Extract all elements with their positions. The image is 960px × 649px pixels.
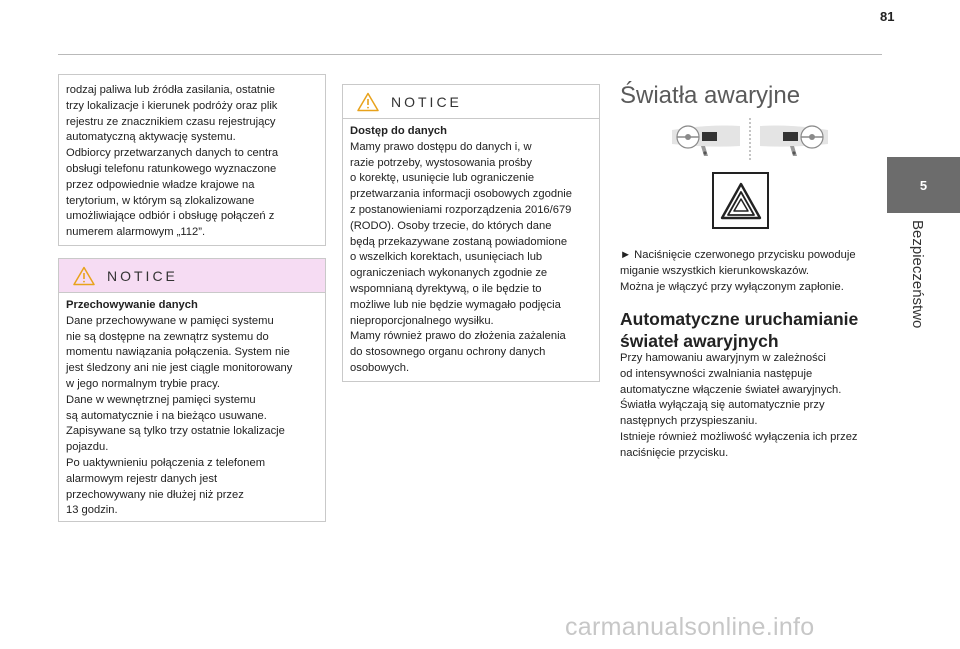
- chapter-number: 5: [919, 177, 928, 193]
- dashboard-location-illustration: [670, 116, 830, 164]
- hazard-button-illustration: [712, 172, 769, 229]
- header-divider: [58, 54, 882, 55]
- notice-header: [343, 85, 599, 119]
- page-number: 81: [880, 9, 895, 24]
- warning-triangle-icon: [357, 92, 379, 112]
- section-title: Światła awaryjne: [620, 82, 801, 109]
- section-subtitle: Automatyczne uruchamianie świateł awaryjnych: [620, 309, 859, 351]
- notice-body-text: Dane przechowywane w pamięci systemu nie są dostępne na zewnątrz systemu do momentu nawiązania połączenia. System nie jest śledzony ani nie jest ciągle monitorowany w jego normalnym trybie pracy. Dane w wewnętrznej pamięci systemu są automatycznie i na bieżąco usuwane. Zapisywane są tylko trzy ostatnie lokalizacje pojazdu. Po uaktywnieniu połączenia z telefonem alarmowym rejestr danych jest przechowywany nie dłużej niż przez 13 godzin.: [66, 314, 293, 517]
- notice-header: [59, 259, 325, 293]
- notice-title: NOTICE: [391, 93, 462, 110]
- warning-triangle-icon: [73, 266, 95, 286]
- auto-hazard-description: Przy hamowaniu awaryjnym w zależności od intensywności zwalniania następuje automatyczne włączenie świateł awaryjnych. Światła wyłączają się automatycznie przy następnych przyspieszaniu. Istnieje również możliwość wyłączenia ich przez naciśnięcie przycisku.: [620, 352, 858, 459]
- chapter-tab[interactable]: [887, 157, 960, 213]
- notice-heading: Dostęp do danych: [350, 125, 447, 137]
- notice-title: NOTICE: [107, 267, 178, 284]
- notice-box-data-access: [342, 84, 600, 382]
- intro-text: rodzaj paliwa lub źródła zasilania, ostatnie trzy lokalizacje i kierunek podróży oraz plik rejestru ze znacznikiem czasu rejestrujący automatyczną aktywację systemu. Odbiorcy przetwarzanych danych to centra obsługi telefonu ratunkowego wyznaczone przez odpowiednie władze krajowe na terytorium, w którym są zlokalizowane umożliwiające odbiór i obsługę połączeń z numerem alarmowym „112”.: [66, 84, 279, 239]
- hazard-instruction: ► Naciśnięcie czerwonego przycisku powoduje miganie wszystkich kierunkowskazów. Można je włączyć przy wyłączonym zapłonie.: [620, 249, 856, 293]
- notice-box-data-storage: [58, 258, 326, 522]
- watermark: carmanualsonline.info: [565, 613, 815, 641]
- notice-heading: Przechowywanie danych: [66, 299, 198, 311]
- hazard-warning-icon: [719, 181, 763, 221]
- intro-text-box: [58, 74, 326, 246]
- notice-body-text: Mamy prawo dostępu do danych i, w razie potrzeby, wystosowania prośby o korektę, usunięcie lub ograniczenie przetwarzania informacji osobowych zgodnie z postanowieniami rozporządzenia 2016/679 (RODO). Osoby trzecie, do których dane będą przekazywane zostaną powiadomione o wszelkich korektach, usunięciach lub ograniczeniach wykonanych zgodnie ze wspomnianą dyrektywą, o ile będzie to możliwe lub nie będzie wymagało podjęcia nieproporcjonalnego wysiłku. Mamy również prawo do złożenia zażalenia do stosownego organu ochrony danych osobowych.: [350, 140, 572, 374]
- chapter-label: Bezpieczeństwo: [909, 220, 926, 329]
